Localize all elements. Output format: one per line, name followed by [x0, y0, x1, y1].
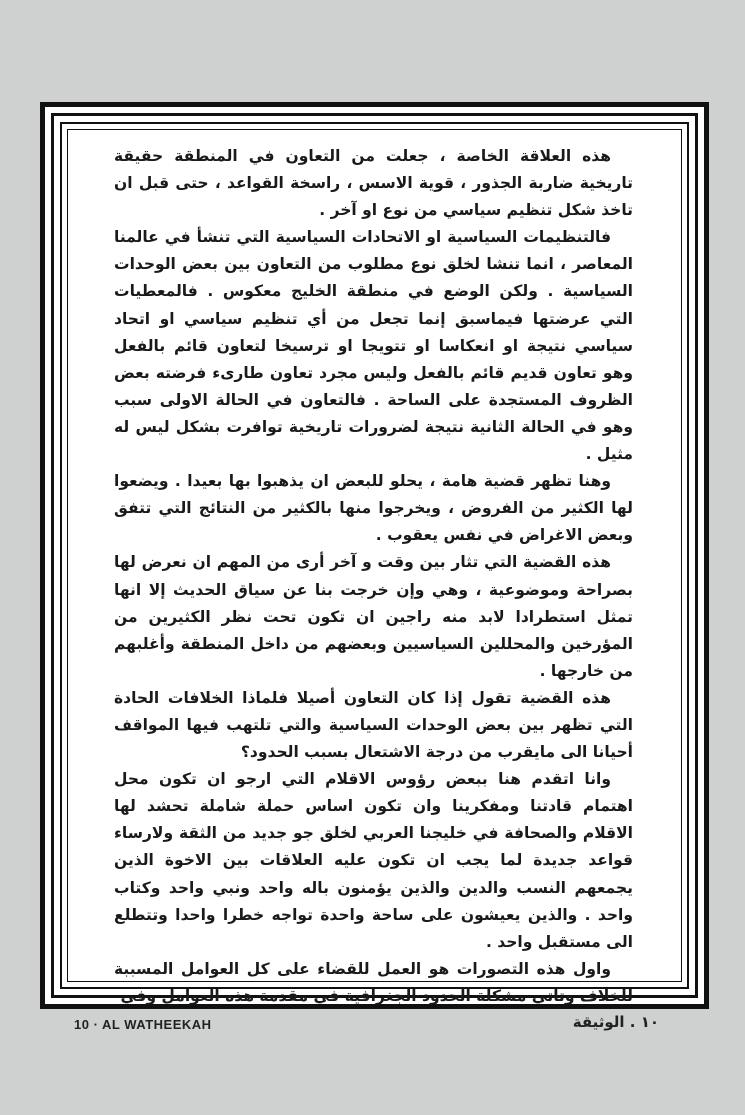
paragraph-3: وهنا تظهر قضية هامة ، يحلو للبعض ان يذهبوا بها بعيدا . ويضعوا لها الكثير من الفروض ، ويخرجوا منها بالكثير من النتائج التي تتفق وبعض الاغراض في نفس يعقوب . [114, 472, 633, 545]
footer-page-label-arabic: ١٠ . الوثيقة [572, 1013, 659, 1031]
paragraph-7: واول هذه التصورات هو العمل للقضاء على كل العوامل المسببة للخلاف وتاتي مشكلة الحدود الجغرافية في مقدمة هذه العوامل وفي [114, 959, 633, 1005]
paragraph-4: هذه القضية التي تثار بين وقت و آخر أرى من المهم ان نعرض لها بصراحة وموضوعية ، وهي وإن خرجت بنا عن سياق الحديث إلا انها تمثل استطرادا لابد منه راجين ان تكون تحت نظر الكثيرين من المؤرخين والمحللين السياسيين وبعضهم من داخل المنطقة وأغلبهم من خارجها . [114, 553, 633, 680]
paragraph-2: فالتنظيمات السياسية او الاتحادات السياسية التي تنشأ في عالمنا المعاصر ، انما تنشا لخلق نوع مطلوب من التعاون بين بعض الوحدات السياسية . ولكن الوضع في منطقة الخليج معكوس . فالمعطيات التي عرضتها فيماسبق إنما تجعل من أي تنظيم سياسي او اتحاد سياسي نتيجة او انعكاسا او تتويجا او ترسيخا لتعاون قائم بالفعل وهو تعاون قديم قائم بالفعل وليس مجرد تعاون طارىء فرضته بعض الظروف المستجدة على الساحة . فالتعاون في الحالة الاولى سبب وهو في الحالة الثانية نتيجة لضرورات تاريخية توافرت بشكل ليس له مثيل . [114, 228, 633, 464]
paragraph-1: هذه العلاقة الخاصة ، جعلت من التعاون في المنطقة حقيقة تاريخية ضاربة الجذور ، قوية الاسس ، راسخة القواعد ، حتى قبل ان تاخذ شكل تنظيم سياسي من نوع او آخر . [114, 147, 633, 220]
footer-page-label-latin: 10 · AL WATHEEKAH [74, 1017, 212, 1032]
paragraph-5: هذه القضية تقول إذا كان التعاون أصيلا فلماذا الخلافات الحادة التي تظهر بين بعض الوحدات السياسية والتي تلتهب فيها المواقف أحيانا الى مايقرب من درجة الاشتعال بسبب الحدود؟ [114, 688, 633, 762]
paragraph-6: وانا اتقدم هنا ببعض رؤوس الاقلام التي ارجو ان تكون محل اهتمام قادتنا ومفكرينا وان تكون اساس حملة شاملة تحشد لها الاقلام والصحافة في خليجنا العربي لخلق جو جديد من الثقة ولارساء قواعد جديدة لما يجب ان تكون عليه العلاقات بين الاخوة الذين يجمعهم النسب والدين والذين يؤمنون باله واحد ونبي واحد وكتاب واحد . والذين يعيشون على ساحة واحدة تواجه خطرا واحدا وتتطلع الى مستقبل واحد . [114, 770, 633, 951]
article-body [114, 143, 633, 1010]
